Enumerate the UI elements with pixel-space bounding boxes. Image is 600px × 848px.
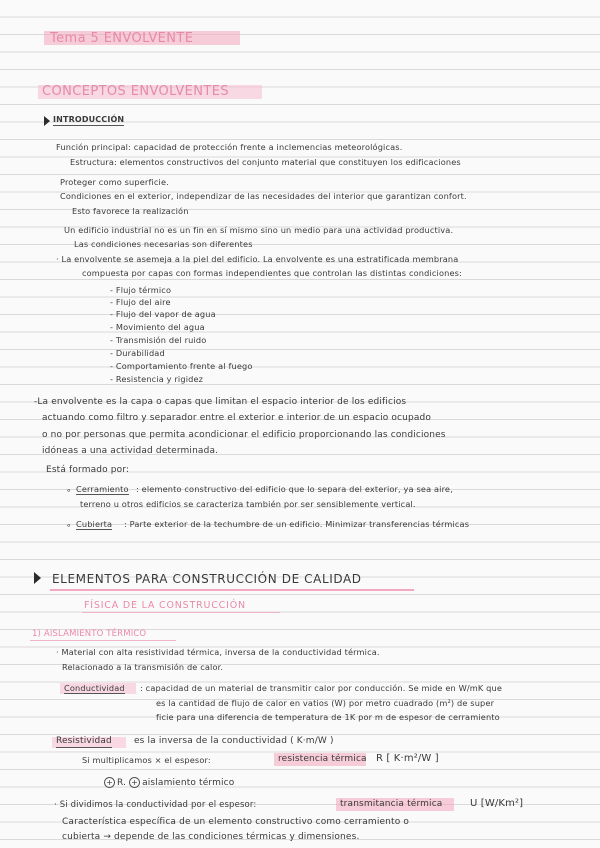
list-item: - Durabilidad: [110, 348, 165, 358]
plus-r: R.: [117, 778, 127, 788]
cerramiento-bullet: ∘: [66, 485, 72, 495]
intro-line-1: Función principal: capacidad de protección frente a inclemencias meteorológicas.: [56, 142, 403, 152]
multiplicamos-text: Si multiplicamos × el espesor:: [82, 755, 211, 765]
intro-line-4: Condiciones en el exterior, independizar de las necesidades del interior que garantizan confort.: [60, 191, 467, 201]
aislamiento-underline: [30, 640, 176, 641]
envolvente-para-2: actuando como filtro y separador entre el exterior e interior de un espacio ocupado: [42, 413, 432, 423]
conductividad-label: Conductividad: [64, 683, 125, 693]
list-item: - Flujo del aire: [110, 297, 171, 307]
section2-subheading: FÍSICA DE LA CONSTRUCCIÓN: [84, 600, 246, 611]
formed-by: Está formado por:: [46, 465, 130, 475]
envolvente-para-1: -La envolvente es la capa o capas que limitan el espacio interior de los edificios: [34, 397, 407, 407]
list-item: - Movimiento del agua: [110, 322, 205, 332]
section2-heading: ELEMENTOS PARA CONSTRUCCIÓN DE CALIDAD: [52, 572, 362, 586]
resistividad-label: Resistividad: [56, 736, 112, 746]
bullet-triangle-icon: [44, 116, 50, 126]
section1-heading: CONCEPTOS ENVOLVENTES: [42, 84, 230, 99]
envolvente-para-3: o no por personas que permita acondicionar el edificio proporcionando las condiciones: [42, 430, 446, 440]
intro-line-9: compuesta por capas con formas independientes que controlan las distintas condiciones:: [82, 268, 462, 278]
transmitancia-units: U [W/Km²]: [470, 798, 524, 809]
intro-line-5: Esto favorece la realización: [72, 206, 189, 216]
intro-line-8: · La envolvente se asemeja a la piel del edificio. La envolvente es una estratificada membrana: [56, 254, 459, 264]
resistividad-text: es la inversa de la conductividad ( K·m/W ): [134, 736, 334, 746]
intro-line-6: Un edificio industrial no es un fin en sí mismo sino un medio para una actividad productiva.: [64, 225, 454, 235]
resistencia-units: R [ K·m²/W ]: [376, 753, 439, 764]
plus-circle-icon: +: [104, 777, 115, 788]
list-item: - Transmisión del ruido: [110, 335, 207, 345]
cerramiento-label: Cerramiento: [76, 484, 129, 494]
section2-triangle-icon: [34, 572, 41, 584]
resistencia-text: resistencia térmica: [278, 754, 367, 764]
transmitancia-text: transmitancia térmica: [340, 799, 443, 809]
intro-line-7: Las condiciones necesarias son diferentes: [74, 239, 253, 249]
dividimos-text: · Si dividimos la conductividad por el espesor:: [54, 800, 257, 810]
section2-underline: [50, 589, 414, 591]
intro-line-2: Estructura: elementos constructivos del conjunto material que constituyen los edificaciones: [70, 157, 461, 167]
list-item: - Flujo del vapor de agua: [110, 309, 216, 319]
list-item: - Flujo térmico: [110, 285, 172, 295]
intro-line-3: Proteger como superficie.: [60, 177, 169, 187]
envolvente-para-4: idóneas a una actividad determinada.: [42, 446, 219, 456]
conductividad-line-3: ficie para una diferencia de temperatura de 1K por m de espesor de cerramiento: [156, 712, 500, 722]
plus-text: aislamiento térmico: [142, 778, 235, 788]
plus-row: [104, 777, 234, 788]
conductividad-line-2: es la cantidad de flujo de calor en vatios (W) por metro cuadrado (m²) de super: [156, 698, 495, 708]
page-title: Tema 5 ENVOLVENTE: [50, 31, 194, 46]
cerramiento-text-2: terreno u otros edificios se caracteriza también por ser sensiblemente vertical.: [80, 499, 416, 509]
intro-subheading: INTRODUCCIÓN: [53, 115, 125, 124]
cubierta-text: : Parte exterior de la techumbre de un edificio. Minimizar transferencias térmicas: [124, 519, 470, 529]
relacion-line: Relacionado a la transmisión de calor.: [62, 662, 224, 672]
subheading-underline: [82, 612, 280, 613]
plus-circle-icon: +: [129, 777, 140, 788]
list-item: - Comportamiento frente al fuego: [110, 361, 253, 371]
aislamiento-heading: 1) AISLAMIENTO TÉRMICO: [32, 629, 147, 639]
cubierta-bullet: ∘: [66, 520, 72, 530]
cerramiento-text: : elemento constructivo del edificio que lo separa del exterior, ya sea aire,: [136, 484, 453, 494]
cubierta-label: Cubierta: [76, 519, 113, 529]
material-line: · Material con alta resistividad térmica, inversa de la conductividad térmica.: [56, 647, 380, 657]
final-line-2: cubierta → depende de las condiciones térmicas y dimensiones.: [62, 832, 360, 842]
final-line-1: Característica específica de un elemento constructivo como cerramiento o: [62, 817, 410, 827]
list-item: - Resistencia y rigidez: [110, 374, 204, 384]
conductividad-line-1: : capacidad de un material de transmitir calor por conducción. Se mide en W/mK que: [140, 683, 503, 693]
